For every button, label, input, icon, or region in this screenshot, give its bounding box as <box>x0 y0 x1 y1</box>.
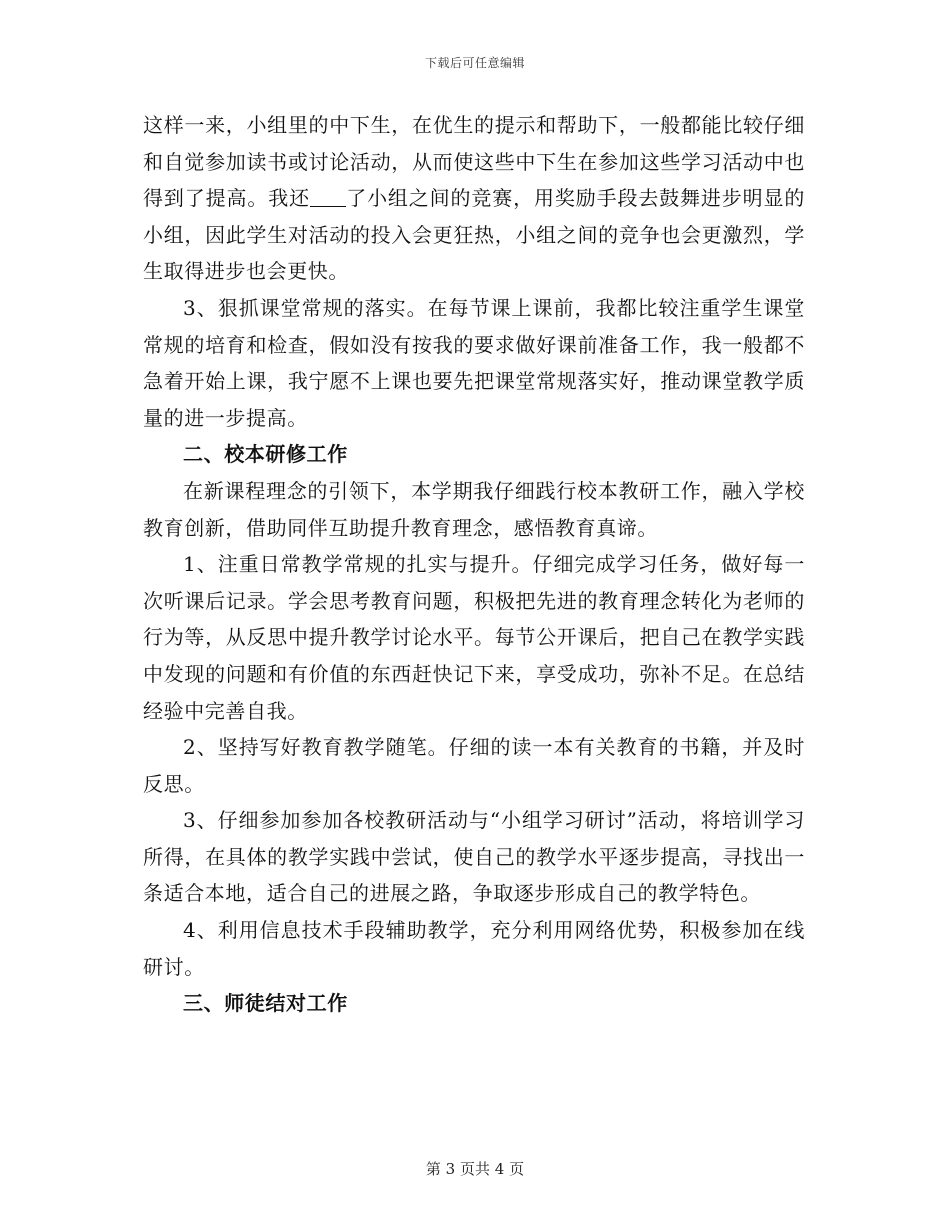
paragraph-classroom-routine: 3、狠抓课堂常规的落实。在每节课上课前，我都比较注重学生课堂常规的培育和检查，假如没有按我的要求做好课前准备工作，我一般都不急着开始上课，我宁愿不上课也要先把课堂常规落实好，推动课堂教学质量的进一步提高。 <box>143 295 805 430</box>
paragraph-research-item-1: 1、注重日常教学常规的扎实与提升。仔细完成学习任务，做好每一次听课后记录。学会思考教育问题，积极把先进的教育理念转化为老师的行为等，从反思中提升教学讨论水平。每节公开课后，把自己在教学实践中发现的问题和有价值的东西赶快记下来，享受成功，弥补不足。在总结经验中完善自我。 <box>143 552 805 723</box>
paragraph-text-after-blank: 了小组之间的竞赛，用奖励手段去鼓舞进步明显的小组，因此学生对活动的投入会更狂热，小组之间的竞争也会更激烈，学生取得进步也会更快。 <box>143 186 805 284</box>
paragraph-research-item-2: 2、坚持写好教育教学随笔。仔细的读一本有关教育的书籍，并及时反思。 <box>143 735 805 796</box>
paragraph-research-item-3: 3、仔细参加参加各校教研活动与“小组学习研讨”活动，将培训学习所得，在具体的教学实践中尝试，使自己的教学水平逐步提高，寻找出一条适合本地，适合自己的进展之路，争取逐步形成自己的教学特色。 <box>143 808 805 906</box>
page-footer: 第 3 页共 4 页 <box>425 1160 525 1178</box>
section-heading-school-research: 二、校本研修工作 <box>183 442 348 467</box>
paragraph-research-intro: 在新课程理念的引领下，本学期我仔细践行校本教研工作，融入学校教育创新，借助同伴互助提升教育理念，感悟教育真谛。 <box>143 478 805 540</box>
fill-in-blank <box>310 186 346 207</box>
section-heading-mentorship: 三、师徒结对工作 <box>183 991 348 1016</box>
paragraph-group-activity <box>143 107 805 290</box>
page-header: 下载后可任意编辑 <box>424 56 525 70</box>
paragraph-research-item-4: 4、利用信息技术手段辅助教学，充分利用网络优势，积极参加在线研讨。 <box>143 918 805 979</box>
paragraph-text-before-blank: 这样一来，小组里的中下生，在优生的提示和帮助下，一般都能比较仔细和自觉参加读书或讨论活动，从而使这些中下生在参加这些学习活动中也得到了提高。我还 <box>143 113 805 211</box>
document-body <box>143 107 805 1022</box>
